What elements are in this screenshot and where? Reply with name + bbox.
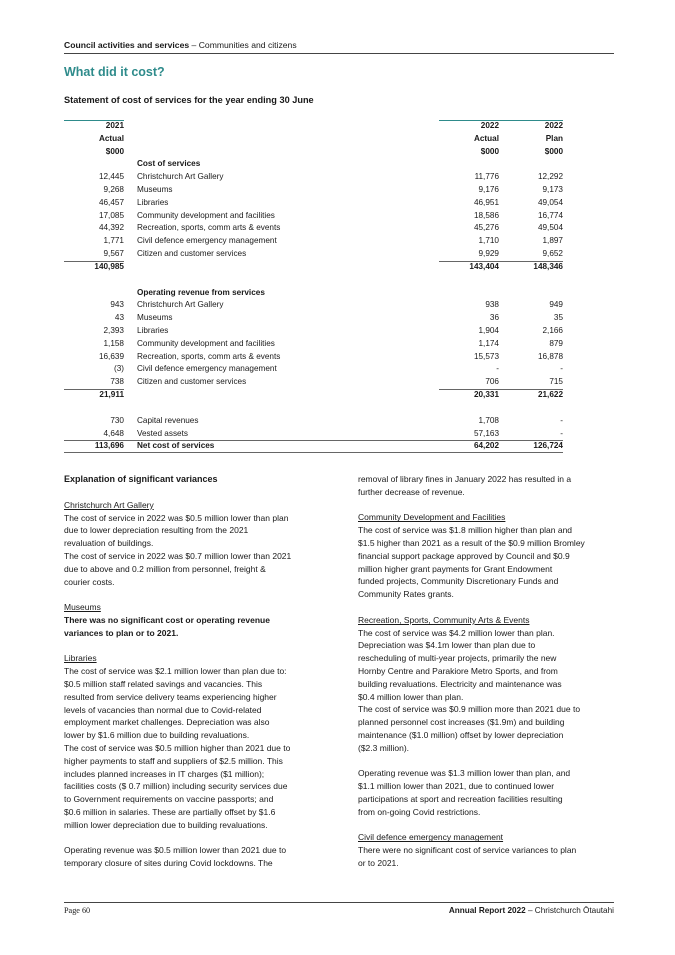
table-row: 1,771 Civil defence emergency management 1,710 1,897 (103, 236, 563, 246)
text-line: $0.6 million in salaries. These are partially offset by $1.6 (64, 806, 276, 817)
cost-rows (64, 171, 569, 261)
text-line: revaluation of buildings. (64, 538, 154, 549)
text-line: Operating revenue was $0.5 million lower than 2021 due to (64, 845, 287, 856)
community-development-text (358, 524, 620, 601)
text-line: The cost of service was $4.2 million lower than plan. (358, 627, 555, 638)
text-line: building revaluations. Electricity and maintenance was (358, 678, 562, 689)
cost-of-services-table (64, 120, 569, 453)
other-rows (64, 415, 569, 441)
recreation-title: Recreation, Sports, Community Arts & Events (358, 614, 530, 625)
museums-text (64, 614, 326, 640)
text-line: planned personnel cost increases ($1.9m) and building (358, 717, 565, 728)
museums-title: Museums (64, 602, 101, 613)
text-line: levels of vacancies than normal due to Covid-related (64, 704, 262, 715)
text-line: funded projects, Community Discretionary Funds and (358, 576, 559, 587)
text-line: The cost of service was $0.9 million more than 2021 due to (358, 704, 581, 715)
text-line: temporary closure of sites during Covid lockdowns. The (64, 858, 273, 869)
text-line: participations at sport and recreation facilities resulting (358, 793, 563, 804)
text-line: from on-going Covid restrictions. (358, 806, 481, 817)
text-line: Depreciation was $4.1m lower than plan due to (358, 640, 536, 651)
libraries-revenue-continued (358, 473, 620, 499)
text-line: courier costs. (64, 576, 115, 587)
text-line: $0.5 million staff related savings and vacancies. This (64, 678, 263, 689)
report-title: Annual Report 2022 – Christchurch Ōtautahi (448, 906, 614, 915)
text-line: The cost of service was $1.8 million higher than plan and (358, 525, 573, 536)
text-line: further decrease of revenue. (358, 486, 465, 497)
text-line: million lower depreciation due to building revaluations. (64, 819, 268, 830)
cost-total-row: 140,985 143,404 148,346 (64, 261, 569, 274)
table-row: 43 Museums 36 35 (114, 313, 563, 323)
recreation-revenue-text (358, 767, 620, 818)
table-row: 738 Citizen and customer services 706 715 (110, 377, 563, 387)
text-line: higher payments to staff and suppliers of $2.5 million. This (64, 755, 283, 766)
page-footer (64, 902, 614, 915)
header-subsection: – Communities and citizens (189, 40, 297, 50)
text-line: There were no significant cost of service variances to plan (358, 845, 577, 856)
table-header-row-unit: $000 $000 $000 (105, 146, 563, 156)
text-line: The cost of service was $0.5 million higher than 2021 due to (64, 742, 291, 753)
table-row: 1,158 Community development and facilities 1,174 879 (103, 338, 563, 348)
text-line: lower by $1.6 million due to building revaluations. (64, 730, 250, 741)
community-development-title: Community Development and Facilities (358, 512, 506, 523)
text-line: to Government requirements on vaccine passports; and (64, 794, 274, 805)
text-line: Operating revenue was $1.3 million lower than plan, and (358, 768, 571, 779)
variances-heading: Explanation of significant variances (64, 474, 218, 484)
right-column (358, 473, 620, 870)
revenue-rows (64, 299, 569, 389)
text-line: $1.5 higher than 2021 as a result of the $0.9 million Bromley (358, 537, 585, 548)
text-line: Community Rates grants. (358, 589, 454, 600)
text-line: employment market challenges. Depreciation was also (64, 717, 270, 728)
cost-heading-row: Cost of services (137, 159, 201, 169)
table-row: 46,457 Libraries 46,951 49,054 (98, 197, 563, 207)
recreation-text (358, 627, 620, 755)
text-line: variances to plan or to 2021. (64, 627, 179, 638)
table-row: 16,639 Recreation, sports, comm arts & events 15,573 16,878 (98, 351, 563, 361)
table-row: 4,648 Vested assets 57,163 - (103, 428, 563, 438)
libraries-title: Libraries (64, 653, 97, 664)
art-gallery-title: Christchurch Art Gallery (64, 499, 154, 510)
table-row: 9,268 Museums 9,176 9,173 (103, 184, 563, 194)
text-line: due to above and 0.2 million from personnel, freight & (64, 563, 266, 574)
text-line: rescheduling of multi-year projects, primarily the new (358, 653, 557, 664)
text-line: million higher grant payments for Grant Endowment (358, 563, 553, 574)
text-line: or to 2021. (358, 857, 399, 868)
text-line: The cost of service was $2.1 million lower than plan due to: (64, 666, 287, 677)
text-line: removal of library fines in January 2022 has resulted in a (358, 474, 572, 484)
table-header-row-type: Actual Actual Plan (98, 133, 563, 143)
text-line: $1.1 million lower than 2021, due to continued lower (358, 781, 555, 792)
libraries-text (64, 665, 326, 831)
civil-defence-title: Civil defence emergency management (358, 832, 504, 843)
text-line: due to lower depreciation resulting from the 2021 (64, 525, 249, 536)
text-line: facilities costs ($ 0.7 million) including security services due (64, 781, 288, 792)
left-column (64, 473, 326, 870)
table-row: 943 Christchurch Art Gallery 938 949 (110, 300, 563, 310)
net-cost-row: 113,696 Net cost of services 64,202 126,724 (64, 440, 569, 453)
text-line: There was no significant cost or operating revenue (64, 614, 270, 625)
table-row: 9,567 Citizen and customer services 9,929 9,652 (103, 248, 563, 258)
text-line: Hornby Centre and Parakiore Metro Sports, and from (358, 665, 558, 676)
header-section: Council activities and services (64, 40, 190, 50)
text-line: financial support package approved by Council and $0.9 (358, 550, 570, 561)
section-title: What did it cost? (64, 65, 165, 79)
table-header-row-year: 2021 2022 2022 (105, 121, 563, 130)
revenue-heading-row: Operating revenue from services (137, 287, 265, 297)
table-row: 730 Capital revenues 1,708 - (110, 415, 563, 425)
table-row: 12,445 Christchurch Art Gallery 11,776 12,292 (98, 172, 563, 182)
civil-defence-text (358, 844, 620, 870)
table-row: 2,393 Libraries 1,904 2,166 (103, 325, 563, 335)
table-row: 17,085 Community development and facilities 18,586 16,774 (98, 210, 563, 220)
statement-title: Statement of cost of services for the year ending 30 June (64, 95, 314, 105)
table-row: 44,392 Recreation, sports, comm arts & events 45,276 49,504 (98, 223, 563, 233)
revenue-total-row: 21,911 20,331 21,622 (64, 389, 569, 402)
page-header (64, 40, 614, 54)
text-line: maintenance ($1.0 million) offset by lower depreciation (358, 729, 564, 740)
libraries-revenue-text (64, 844, 326, 870)
art-gallery-text (64, 512, 326, 589)
text-line: The cost of service in 2022 was $0.7 million lower than 2021 (64, 550, 292, 561)
text-line: The cost of service in 2022 was $0.5 million lower than plan (64, 512, 289, 523)
text-line: ($2.3 million). (358, 742, 410, 753)
page-number: Page 60 (64, 906, 91, 915)
table-row: (3) Civil defence emergency management - - (113, 364, 563, 374)
text-line: $0.4 million lower than plan. (358, 691, 464, 702)
text-line: resulted from service delivery teams experiencing higher (64, 691, 277, 702)
text-line: includes planned increases in IT charges ($1 million); (64, 768, 265, 779)
